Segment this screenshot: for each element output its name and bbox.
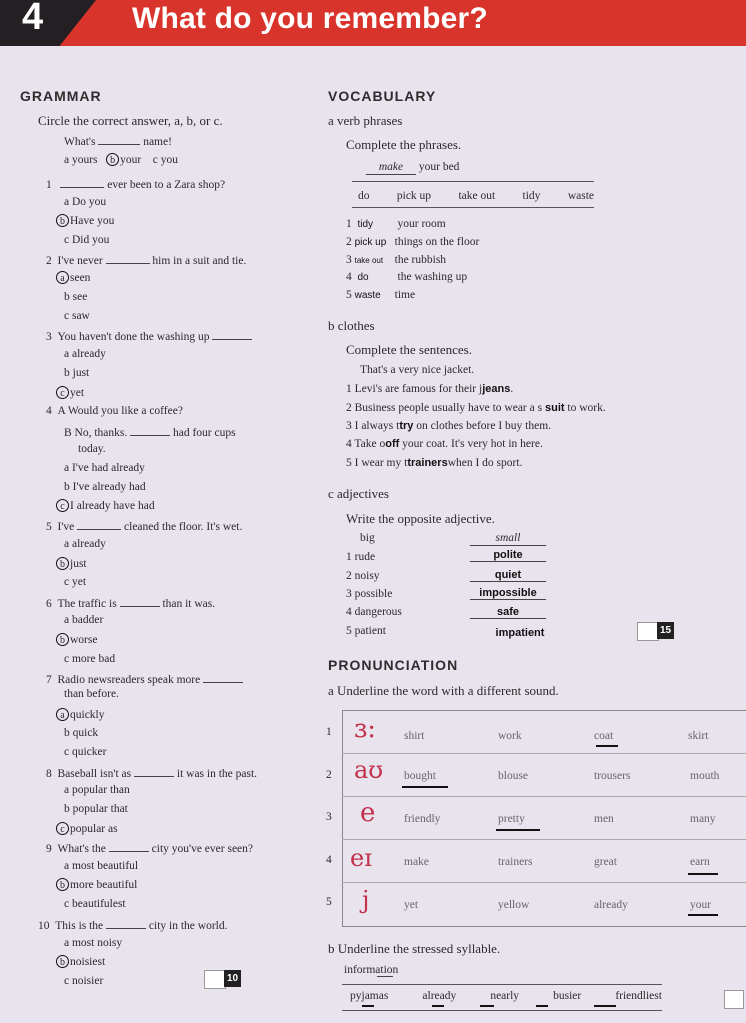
grammar-q5: 5 I've cleaned the floor. It's wet. <box>46 521 243 533</box>
grammar-example-question: What's name! <box>64 136 172 148</box>
vocab-c-instruction: Write the opposite adjective. <box>346 511 495 526</box>
pron-word[interactable]: work <box>498 730 522 742</box>
vocab-b-item-3: 3 I always ttry on clothes before I buy them. <box>346 420 552 432</box>
vocab-c-item-5-answer[interactable]: impatient <box>495 627 545 639</box>
grammar-q7-b[interactable]: b quick <box>64 727 99 739</box>
grammar-q8: 8 Baseball isn't as it was in the past. <box>46 768 258 780</box>
pron-word-underlined[interactable]: coat <box>594 730 614 742</box>
grammar-q10-c[interactable]: c noisier <box>64 975 104 987</box>
vocab-a-item-1: 1 tidy your room <box>346 218 446 230</box>
vocab-c-item-3-answer[interactable]: impossible <box>470 587 546 600</box>
pron-b-example: information <box>344 964 399 976</box>
page-title: What do you remember? <box>132 2 488 35</box>
vocab-c-item-4-answer[interactable]: safe <box>470 606 546 619</box>
grammar-q3-c[interactable]: c yet <box>56 386 84 400</box>
pron-b-word-box <box>350 990 662 1003</box>
word-box-item: waste <box>567 190 594 202</box>
pron-b-underline-mark <box>480 1005 494 1007</box>
grammar-q7-a[interactable]: a quickly <box>56 708 105 722</box>
pron-underline-mark <box>402 786 448 788</box>
vocab-b-item-4: 4 Take ooff your coat. It's very hot in here. <box>346 438 543 450</box>
pron-table-divider <box>342 796 746 797</box>
vocab-c-item-5-word: 5 patient <box>346 625 386 637</box>
pron-b-example-underline <box>377 976 393 977</box>
vocab-c-item-1-answer[interactable]: polite <box>470 549 546 562</box>
grammar-q2: 2 I've never him in a suit and tie. <box>46 255 247 267</box>
vocab-score-total: 15 <box>657 622 674 639</box>
grammar-q10-a[interactable]: a most noisy <box>64 937 123 949</box>
grammar-q3-b[interactable]: b just <box>64 367 90 379</box>
pron-word[interactable]: friendly <box>404 813 441 825</box>
grammar-q7-line1: 7 Radio newsreaders speak more <box>46 672 243 687</box>
grammar-q9: 9 What's the city you've ever seen? <box>46 843 254 855</box>
vocab-c-item-1-word: 1 rude <box>346 551 376 563</box>
pron-b-underline-mark <box>594 1005 616 1007</box>
pron-word-underlined[interactable]: earn <box>690 856 710 868</box>
pron-word[interactable]: blouse <box>498 770 529 782</box>
pron-score-input[interactable] <box>724 990 744 1009</box>
pron-b-instruction: b Underline the stressed syllable. <box>328 941 501 956</box>
pron-b-word-box-bottom <box>342 1010 662 1011</box>
pron-a-instruction: a Underline the word with a different sound. <box>328 683 559 698</box>
vocab-b-instruction: Complete the sentences. <box>346 342 472 357</box>
vocab-c-item-2-answer[interactable]: quiet <box>470 569 546 582</box>
pron-row-4-number: 4 <box>326 854 332 866</box>
grammar-q5-c[interactable]: c yet <box>64 576 87 588</box>
grammar-q10-b[interactable]: b noisiest <box>56 955 105 969</box>
pron-row-3-symbol-icon: e <box>360 798 376 828</box>
grammar-q1-a[interactable]: a Do you <box>64 196 107 208</box>
pron-underline-mark <box>496 829 540 831</box>
grammar-q7-line2: than before. <box>64 688 119 700</box>
pron-b-word[interactable]: nearly <box>490 990 520 1002</box>
pron-word[interactable]: already <box>594 899 628 911</box>
pron-word[interactable]: trainers <box>498 856 533 868</box>
pron-row-5-symbol-icon: j <box>362 886 370 914</box>
grammar-score-total: 10 <box>224 970 241 987</box>
grammar-q6-b[interactable]: b worse <box>56 633 97 647</box>
vocab-b-label: b clothes <box>328 318 375 333</box>
pronunciation-heading: PRONUNCIATION <box>328 657 459 673</box>
word-box-item: take out <box>458 190 496 202</box>
vocab-b-item-1: 1 Levi's are famous for their jjeans. <box>346 383 514 395</box>
word-box <box>358 190 594 203</box>
pron-word[interactable]: mouth <box>690 770 720 782</box>
grammar-q3-a[interactable]: a already <box>64 348 106 360</box>
pron-word[interactable]: many <box>690 813 716 825</box>
grammar-q4-a[interactable]: a I've had already <box>64 462 145 474</box>
grammar-q5-a[interactable]: a already <box>64 538 106 550</box>
pron-underline-mark <box>688 873 718 875</box>
grammar-q1-c[interactable]: c Did you <box>64 234 110 246</box>
vocab-c-example-word: big <box>360 532 375 544</box>
vocab-a-label: a verb phrases <box>328 113 403 128</box>
word-box-item: tidy <box>522 190 541 202</box>
word-box-item: do <box>358 190 370 202</box>
pron-b-word[interactable]: pyjamas <box>350 990 389 1002</box>
grammar-instruction: Circle the correct answer, a, b, or c. <box>38 113 223 128</box>
vocab-b-example: That's a very nice jacket. <box>360 364 475 376</box>
vocab-a-item-3: 3 take out the rubbish <box>346 254 447 266</box>
grammar-q2-c[interactable]: c saw <box>64 310 90 322</box>
grammar-q6-c[interactable]: c more bad <box>64 653 116 665</box>
vocab-a-item-2: 2 pick up things on the floor <box>346 236 480 248</box>
pron-b-underline-mark <box>362 1005 374 1007</box>
grammar-score-input[interactable] <box>204 970 226 989</box>
grammar-q4-b[interactable]: b I've already had <box>64 481 146 493</box>
vocab-c-example-answer: small <box>470 532 546 546</box>
grammar-q2-a[interactable]: a seen <box>56 271 90 285</box>
grammar-q3: 3 You haven't done the washing up <box>46 329 252 344</box>
pron-table <box>342 710 746 927</box>
pron-table-divider <box>342 753 746 754</box>
pron-row-5-number: 5 <box>326 896 332 908</box>
pron-b-word[interactable]: friendliest <box>615 990 662 1002</box>
grammar-q7-c[interactable]: c quicker <box>64 746 107 758</box>
pron-row-3-number: 3 <box>326 811 332 823</box>
pron-word[interactable]: shirt <box>404 730 425 742</box>
grammar-q9-b[interactable]: b more beautiful <box>56 878 137 892</box>
grammar-q4-line-b: B No, thanks. had four cups <box>64 427 236 439</box>
pron-word[interactable]: men <box>594 813 614 825</box>
vocab-a-item-5: 5 waste time <box>346 289 416 301</box>
grammar-q4-line-a: 4 A Would you like a coffee? <box>46 405 183 417</box>
word-box-item: pick up <box>396 190 432 202</box>
pron-underline-mark <box>688 914 718 916</box>
pron-b-word[interactable]: already <box>422 990 457 1002</box>
pron-row-1-number: 1 <box>326 726 332 738</box>
pron-word[interactable]: make <box>404 856 429 868</box>
grammar-q9-c[interactable]: c beautifulest <box>64 898 126 910</box>
pron-row-4-symbol-icon: eɪ <box>350 844 372 872</box>
pron-b-word[interactable]: busier <box>553 990 582 1002</box>
vocab-a-example: make your bed <box>366 161 459 175</box>
pron-b-underline-mark <box>536 1005 548 1007</box>
vocab-c-item-2-word: 2 noisy <box>346 570 380 582</box>
word-box-top-rule <box>352 181 594 182</box>
pron-b-word-box-top <box>342 984 662 985</box>
pron-word-underlined[interactable]: pretty <box>498 813 525 825</box>
grammar-example-options: a yours b your c you <box>64 154 178 166</box>
vocab-score-input[interactable] <box>637 622 659 641</box>
vocab-a-instruction: Complete the phrases. <box>346 137 462 152</box>
grammar-q1: 1 ever been to a Zara shop? <box>46 179 226 191</box>
pron-word-underlined[interactable]: your <box>690 899 712 911</box>
vocab-a-item-4: 4 do the washing up <box>346 271 468 283</box>
pron-row-1-symbol-icon: ɜ: <box>354 714 376 744</box>
grammar-heading: GRAMMAR <box>20 88 102 104</box>
vocab-c-item-3-word: 3 possible <box>346 588 393 600</box>
grammar-q8-c[interactable]: c popular as <box>56 822 118 836</box>
pron-table-divider <box>342 882 746 883</box>
vocab-c-item-4-word: 4 dangerous <box>346 606 402 618</box>
vocabulary-heading: VOCABULARY <box>328 88 437 104</box>
grammar-q6: 6 The traffic is than it was. <box>46 598 216 610</box>
vocab-c-label: c adjectives <box>328 486 389 501</box>
pron-row-2-number: 2 <box>326 769 332 781</box>
grammar-q8-a[interactable]: a popular than <box>64 784 130 796</box>
grammar-q4-c[interactable]: c I already have had <box>56 499 155 513</box>
word-box-bottom-rule <box>352 207 594 208</box>
vocab-b-item-5: 5 I wear my ttrainerswhen I do sport. <box>346 457 523 469</box>
pron-table-divider <box>342 839 746 840</box>
pron-word[interactable]: trousers <box>594 770 631 782</box>
grammar-q2-b[interactable]: b see <box>64 291 88 303</box>
grammar-q10: 10 This is the city in the world. <box>38 920 228 932</box>
grammar-q9-a[interactable]: a most beautiful <box>64 860 139 872</box>
pron-word[interactable]: yellow <box>498 899 530 911</box>
grammar-q4-line-b2: today. <box>78 443 106 455</box>
grammar-q1-b[interactable]: b Have you <box>56 214 114 228</box>
pron-word-underlined[interactable]: bought <box>404 770 436 782</box>
pron-word[interactable]: great <box>594 856 617 868</box>
pron-word[interactable]: yet <box>404 899 419 911</box>
grammar-q5-b[interactable]: b just <box>56 557 87 571</box>
vocab-b-item-2: 2 Business people usually have to wear a s suit to work. <box>346 402 606 414</box>
grammar-q6-a[interactable]: a badder <box>64 614 104 626</box>
pron-underline-mark <box>596 745 618 747</box>
grammar-q8-b[interactable]: b popular that <box>64 803 128 815</box>
pron-word[interactable]: skirt <box>688 730 709 742</box>
unit-number: 4 <box>22 0 44 38</box>
pron-b-underline-mark <box>432 1005 444 1007</box>
pron-row-2-symbol-icon: aʊ <box>354 756 384 784</box>
